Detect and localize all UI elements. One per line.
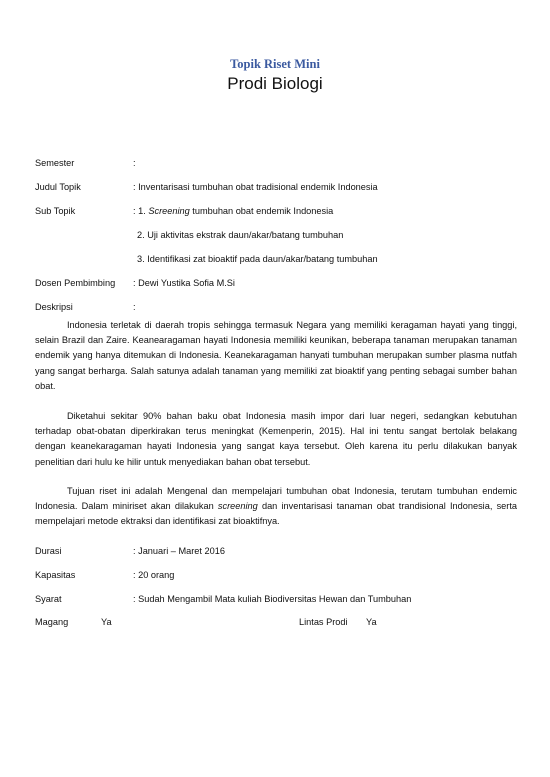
sub-topik-label: Sub Topik <box>35 206 76 216</box>
magang-value: Ya <box>101 617 112 627</box>
syarat-label: Syarat <box>35 594 62 604</box>
judul-topik-label: Judul Topik <box>35 182 81 192</box>
description-paragraph-3 <box>35 484 517 530</box>
sub-topik-item-1 <box>133 205 333 217</box>
description-paragraph-2 <box>35 409 517 470</box>
syarat-value: : Sudah Mengambil Mata kuliah Biodiversitas Hewan dan Tumbuhan <box>133 594 412 604</box>
lintas-prodi-label: Lintas Prodi <box>299 617 348 627</box>
description-paragraph-3-text-b: dan inventarisasi tanaman obat trandisional Indonesia, serta mempelajari metode ektraksi dan identifikasi zat bioaktifnya. <box>35 501 517 527</box>
kapasitas-label: Kapasitas <box>35 570 76 580</box>
description-paragraph-1-text: Indonesia terletak di daerah tropis sehingga termasuk Negara yang memiliki keragaman hayati yang tinggi, selain Brazil dan Zaire. Keanearagaman hayati Indonesia memiliki keunikan, beberapa tanaman merupakan tanaman endemik yang hanya ditemukan di Indonesia. Keanekaragaman hanyati tumbuhan merupakan sumber plasma nutfah yang sangat berharga. Salah satunya adalah tanaman yang memiliki zat bioaktif yang penting sebagai sumber bahan obat. <box>35 320 517 391</box>
judul-topik-value: : Inventarisasi tumbuhan obat tradisional endemik Indonesia <box>133 182 378 192</box>
lintas-prodi-value: Ya <box>366 617 377 627</box>
sub-topik-item-3: 3. Identifikasi zat bioaktif pada daun/akar/batang tumbuhan <box>137 254 378 264</box>
semester-label: Semester <box>35 158 75 168</box>
durasi-value: : Januari – Maret 2016 <box>133 546 225 556</box>
description-paragraph-3-italic: screening <box>217 501 258 512</box>
program-heading: Prodi Biologi <box>227 74 323 93</box>
sub-topik-item-2: 2. Uji aktivitas ekstrak daun/akar/batang tumbuhan <box>137 230 344 240</box>
magang-label: Magang <box>35 617 69 627</box>
description-paragraph-1 <box>35 318 517 394</box>
sub-topik-item-1-italic: Screening <box>148 206 190 216</box>
durasi-label: Durasi <box>35 546 62 556</box>
deskripsi-value: : <box>133 302 136 312</box>
dosen-value: : Dewi Yustika Sofia M.Si <box>133 278 235 288</box>
description-paragraph-3-text-a: Tujuan riset ini adalah Mengenal dan mempelajari tumbuhan obat Indonesia, terutam tumbuhan endemic Indonesia. Dalam miniriset akan dilakukan <box>35 486 517 512</box>
semester-value: : <box>133 158 136 168</box>
dosen-label: Dosen Pembimbing <box>35 278 116 288</box>
topic-heading: Topik Riset Mini <box>230 57 320 71</box>
kapasitas-value: : 20 orang <box>133 570 175 580</box>
description-paragraph-2-text: Diketahui sekitar 90% bahan baku obat Indonesia masih impor dari luar negeri, sedangkan kebutuhan terhadap obat-obatan diperkirakan terus meningkat (Kemenperin, 2015). Hal ini tentu sangat bertolak belakang dengan keanekaragaman hayati Indonesia yang sangat kaya tersebut. Oleh karena itu perlu dilakukan banyak penelitian dari hulu ke hilir untuk menyediakan bahan obat tersebut. <box>35 411 517 467</box>
deskripsi-label: Deskripsi <box>35 302 73 312</box>
sub-topik-item-1-rest: tumbuhan obat endemik Indonesia <box>192 206 334 216</box>
sub-topik-item-1-prefix: : 1. <box>133 206 146 216</box>
